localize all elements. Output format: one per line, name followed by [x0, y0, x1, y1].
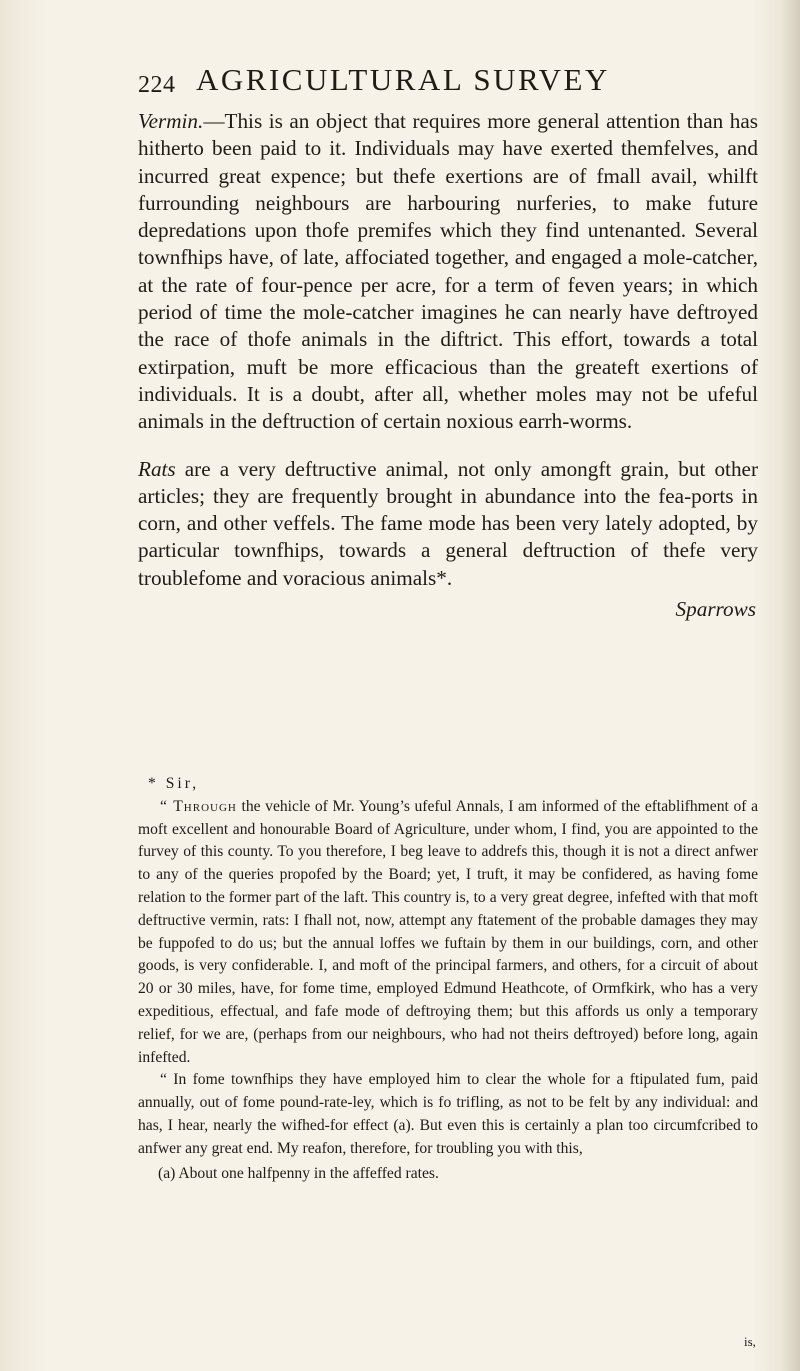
footnote-letter-paragraph-2: “ In fome townfhips they have employed him to clear the whole for a ftipulated fum, paid annually, out of fome pound-rate-ley, which is fo trifling, as not to be felt by any individual: and has, I hear, nearly the wifhed-for effect (a). But even this is certainly a plan too circumfcribed to anfwer any great end. My reafon, therefore, for troubling you with this, — [138, 1071, 758, 1157]
rats-paragraph — [138, 456, 758, 592]
footnote-letter-text-1: the vehicle of Mr. Young’s ufeful Annals, I am informed of the eftablifhment of a moft excellent and honourable Board of Agriculture, under whom, I find, you are appointed to the furvey of this county. To you therefore, I beg leave to addrefs this, though it is not a direct anfwer to any of the queries propofed by the Board; yet, I truft, it may be confidered, as having fome relation to the former part of the laft. This country is, to a very great degree, infefted with that moft deftructive vermin, rats: I fhall not, now, attempt any ftatement of the probable damages they may be fuppofed to do us; but the annual loffes we fuftain by them in our buildings, corn, and other goods, is very confiderable. I, and moft of the principal farmers, and others, for a circuit of about 20 or 30 miles, have, for fome time, employed Edmund Heathcote, of Ormfkirk, who has a very expeditious, effectual, and fafe mode of deftroying them; but this affords us only a temporary relief, for we are, (perhaps from our neighbours, who had not theirs deftroyed) before long, again infefted. — [138, 797, 758, 1066]
rats-heading: Rats — [138, 456, 176, 481]
vermin-heading: Vermin. — [138, 109, 204, 133]
rats-text: are a very deftructive animal, not only amongft grain, but other articles; they are frequently brought in abundance into the fea-ports in corn, and other veffels. The fame mode has been very lately adopted, by particular townfhips, towards a general deftruction of thefe very troublefome and voracious animals*. — [138, 456, 758, 590]
footnote-lead: “ Through — [160, 797, 237, 815]
page-number: 224 — [138, 72, 176, 98]
vermin-paragraph — [138, 108, 758, 436]
footnote-note-a: (a) About one halfpenny in the affeffed rates. — [158, 1164, 439, 1182]
running-head: AGRICULTURAL SURVEY — [196, 62, 610, 97]
footnote-salutation: * Sir, — [148, 775, 200, 792]
catchword: Sparrows — [675, 597, 756, 622]
page-edge-shadow — [782, 0, 800, 1371]
vermin-text: —This is an object that requires more general attention than has hitherto been paid to it. Individuals may have exerted themfelves, and incurred great expence; but thefe exertions are of fmall avail, whilft furrounding neighbours are harbouring nurferies, to make future depredations upon thofe premifes which they find untenanted. Several townfhips have, of late, affociated together, and engaged a mole-catcher, at the rate of four-pence per acre, for a term of feven years; in which period of time the mole-catcher imagines he can nearly have deftroyed the race of thofe animals in the diftrict. This effort, towards a total extirpation, muft be more efficacious than the greateft exertions of individuals. It is a doubt, after all, whether moles may not be ufeful animals in the deftruction of certain noxious earrh-worms. — [138, 109, 758, 434]
page-header — [0, 62, 800, 102]
footnote-letter-paragraph-1 — [138, 796, 758, 1070]
footnote-block — [138, 773, 758, 1185]
main-text — [138, 108, 758, 623]
paragraph-gap — [138, 436, 758, 456]
signature-mark: is, — [744, 1334, 756, 1349]
